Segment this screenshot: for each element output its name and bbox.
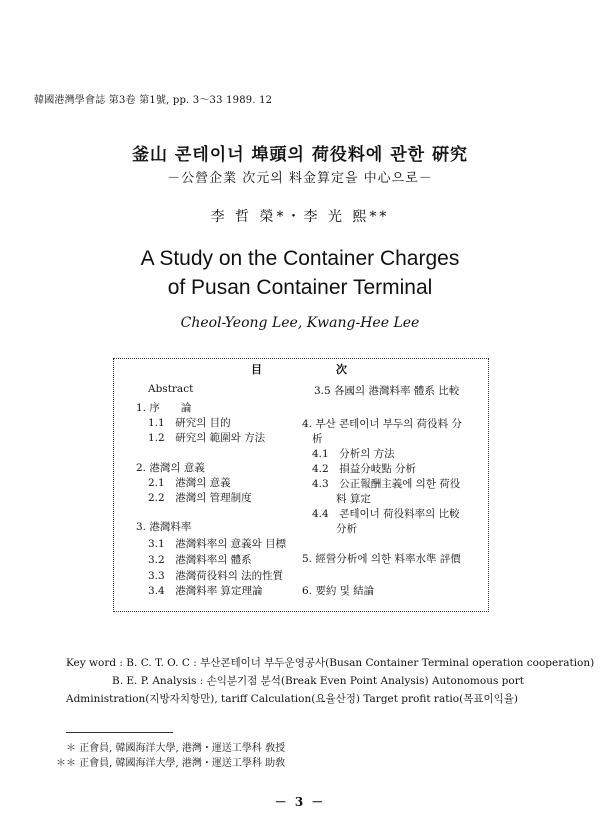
toc-left-item: 1.2 硏究의 範圍와 方法 [148, 432, 266, 444]
toc-left-item: Abstract [148, 383, 194, 395]
toc-left-item: 2. 港灣의 意義 [136, 462, 205, 474]
english-title-line-2: of Pusan Container Terminal [167, 276, 433, 299]
page-number: － 3 － [274, 795, 326, 809]
english-title [0, 244, 600, 302]
toc-right-item: 4.3 公正報酬主義에 의한 荷役 [312, 478, 461, 490]
toc-left-item: 1. 序 論 [136, 402, 192, 414]
toc-right-item: 6. 要約 및 結論 [302, 585, 375, 597]
korean-subtitle: －公營企業 次元의 料金算定을 中心으로－ [167, 171, 433, 186]
toc-right-item: 4.4 콘테이너 荷役料率의 比較 [312, 508, 460, 520]
english-title-line-1: A Study on the Container Charges [140, 247, 460, 270]
toc-left-item: 2.1 港灣의 意義 [148, 477, 231, 489]
toc-heading [0, 361, 600, 377]
footnote-1: ＊ 正會員, 韓國海洋大學, 港灣・運送工學科 敎授 [66, 743, 286, 754]
toc-left-item: 2.2 港灣의 管理制度 [148, 492, 252, 504]
journal-citation: 韓國港灣學會誌 第3卷 第1號, pp. 3～33 1989. 12 [34, 95, 273, 106]
keywords-block [66, 654, 595, 708]
korean-authors: 李 哲 榮*・李 光 熙** [210, 209, 390, 225]
toc-left-item: 3.3 港灣荷役料의 法的性質 [148, 570, 284, 582]
toc-heading-left: 目 [245, 363, 270, 376]
footnote-divider [66, 732, 173, 733]
toc-left-item: 3.2 港灣料率의 體系 [148, 554, 252, 566]
toc-right-item: 5. 經營分析에 의한 料率水準 評價 [302, 553, 461, 565]
toc-right-item: 分析 [336, 523, 357, 535]
toc-right-item: 3.5 各國의 港灣料率 體系 比較 [314, 385, 460, 397]
keywords-line-2: B. E. P. Analysis : 손익분기점 분석(Break Even Point Analysis) Autonomous port [112, 675, 524, 687]
keywords-line-3: Administration(지방자치항만), tariff Calculation(요율산정) Target profit ratio(목표이익율) [66, 693, 519, 705]
toc-left-item: 3. 港灣料率 [136, 521, 192, 533]
english-authors: Cheol-Yeong Lee, Kwang-Hee Lee [180, 315, 420, 331]
toc-left-item: 1.1 硏究의 目的 [148, 417, 231, 429]
korean-title: 釜山 콘테이너 埠頭의 荷役料에 관한 硏究 [132, 145, 468, 165]
toc-right-item: 4. 부산 콘테이너 부두의 荷役料 分 [302, 418, 462, 430]
keywords-line-1: Key word : B. C. T. O. C : 부산콘테이너 부두운영공사(Busan Container Terminal operation cooperation) [66, 657, 595, 669]
toc-left-item: 3.1 港灣料率의 意義와 目標 [148, 538, 287, 550]
toc-right-item: 4.2 損益分岐點 分析 [312, 463, 417, 475]
toc-right-item: 4.1 分析의 方法 [312, 448, 395, 460]
footnote-2: ＊＊ 正會員, 韓國海洋大學, 港灣・運送工學科 助敎 [56, 758, 286, 769]
toc-right-item: 析 [312, 433, 323, 445]
toc-heading-right: 次 [330, 363, 355, 376]
toc-right-item: 料 算定 [336, 493, 371, 505]
toc-left-item: 3.4 港灣料率 算定理論 [148, 585, 263, 597]
